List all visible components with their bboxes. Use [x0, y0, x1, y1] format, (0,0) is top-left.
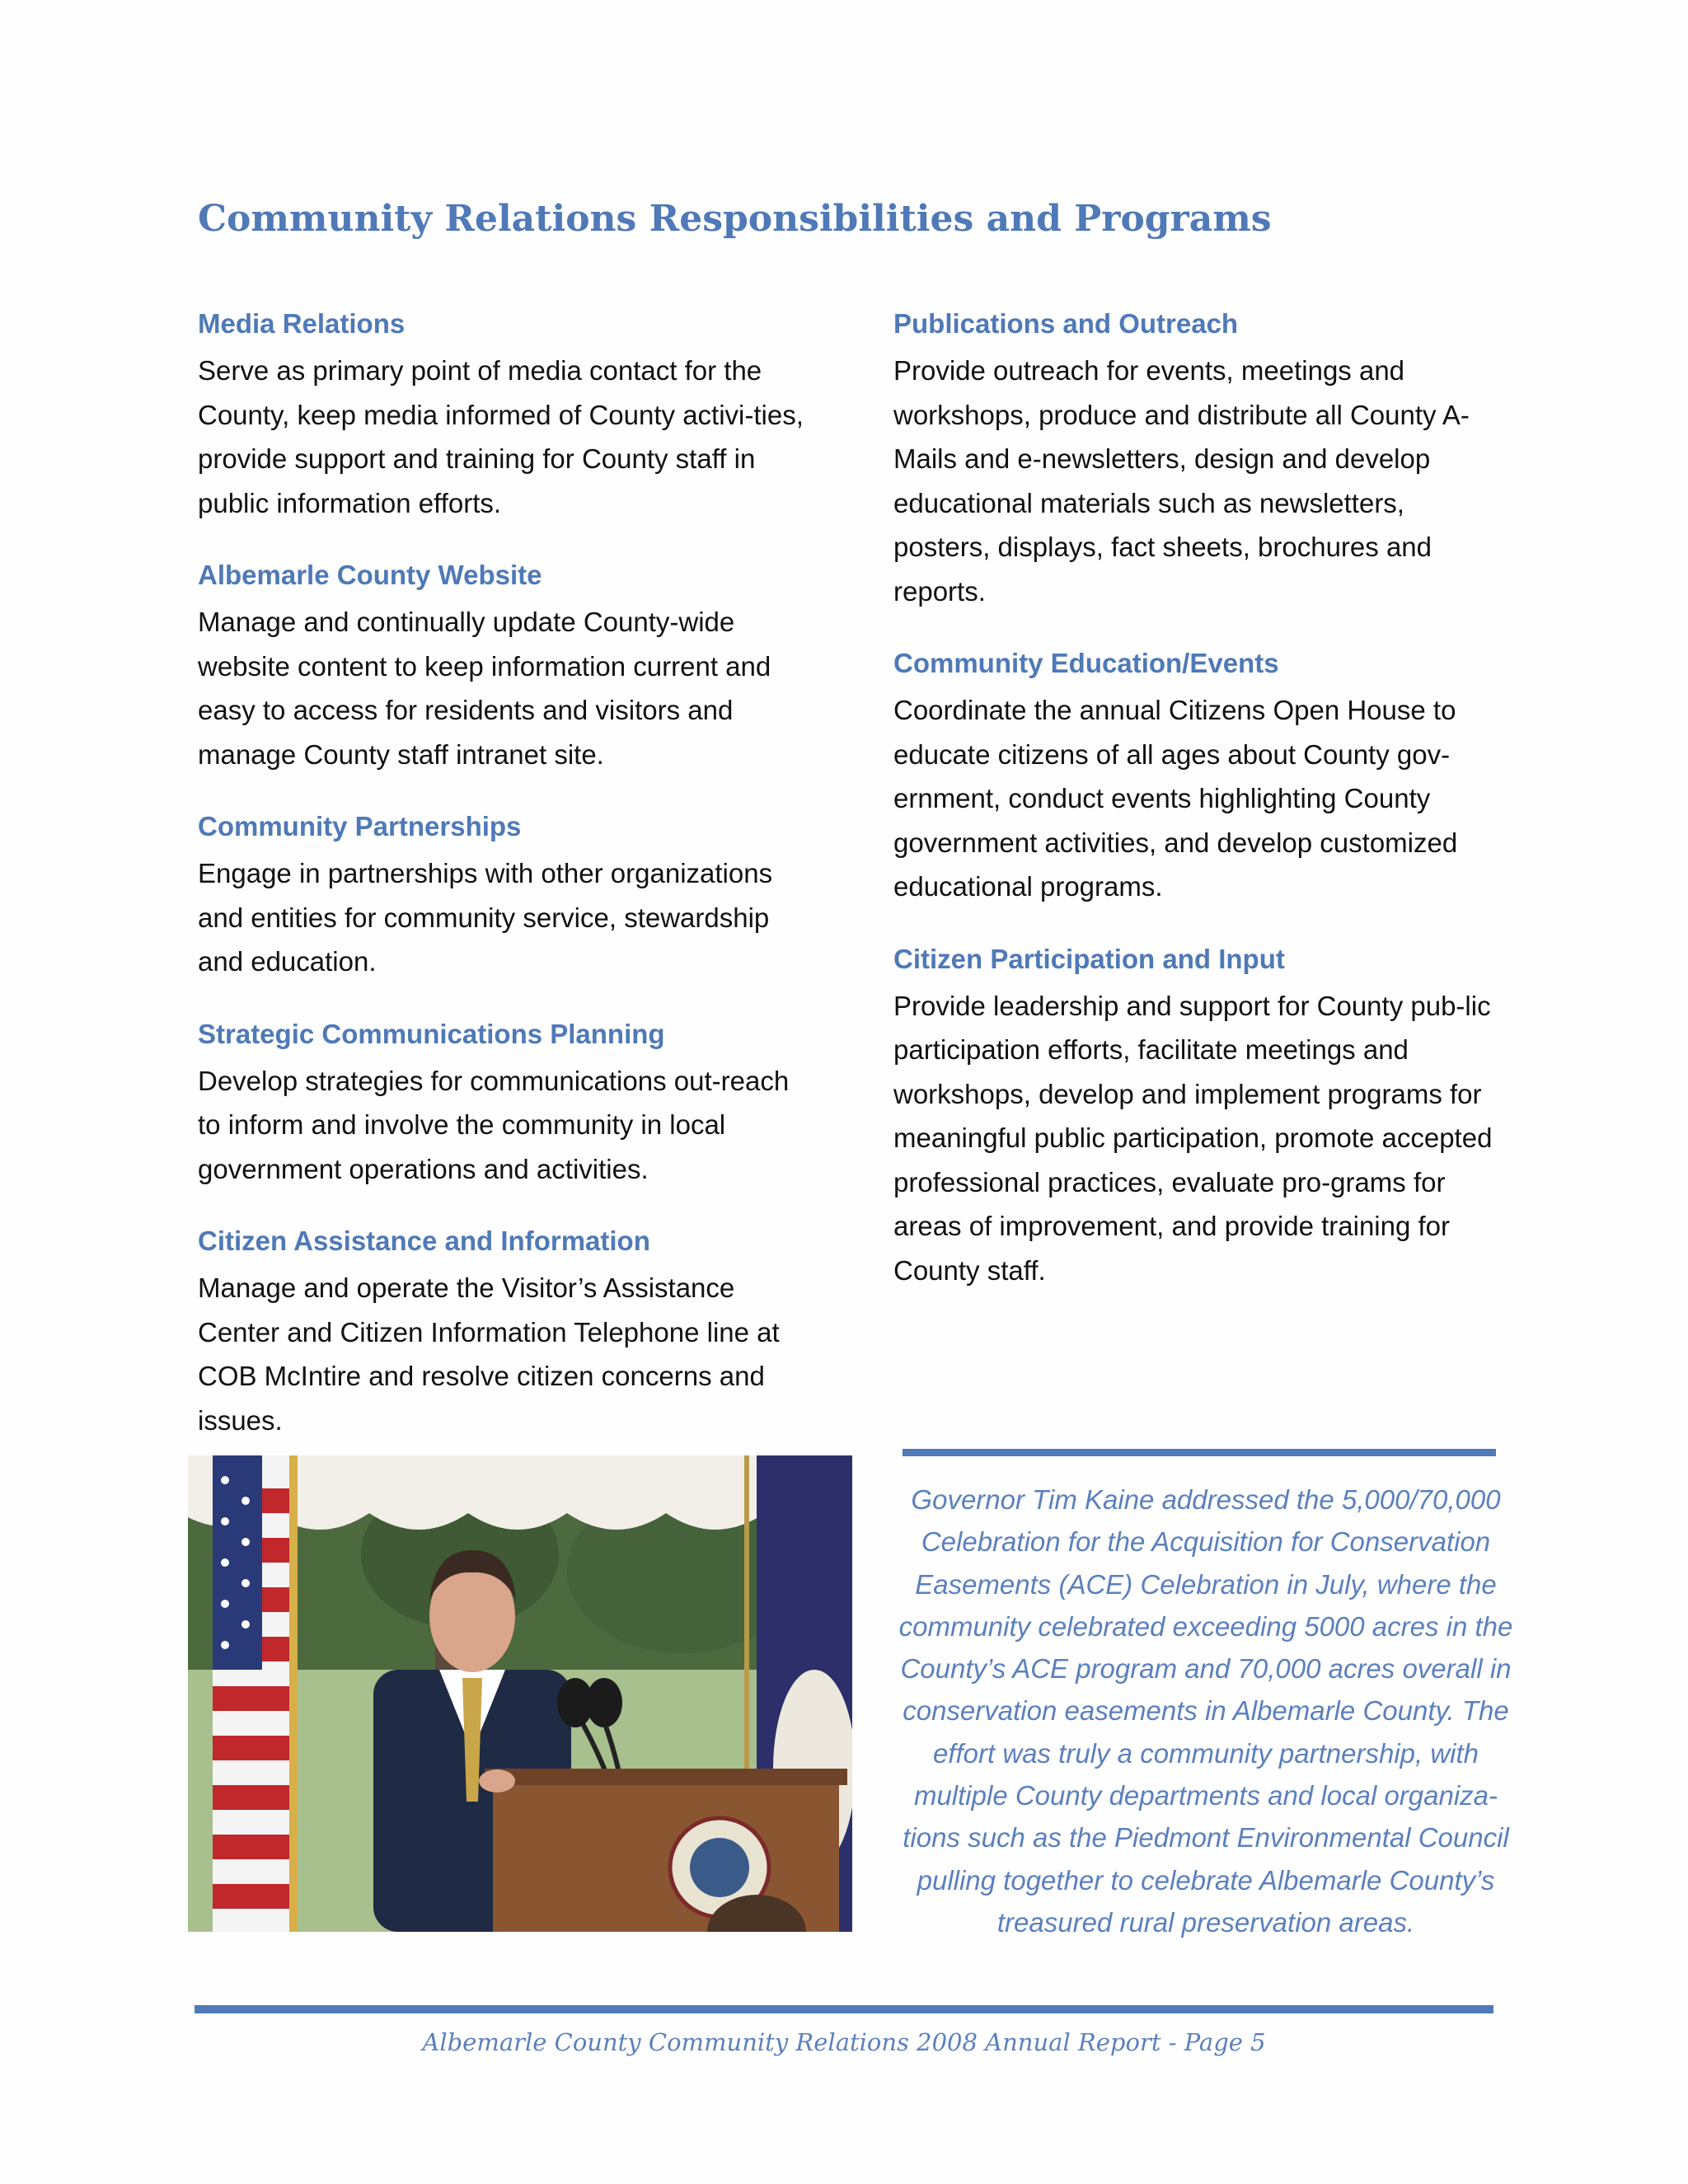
section-citizen-participation [893, 937, 1503, 1293]
section-community-partnerships [198, 804, 808, 984]
section-body: Coordinate the annual Citizens Open House to educate citizens of all ages about County gov-ernment, conduct events highlighting County government activities, and develop customized educational programs. [893, 695, 1458, 902]
event-photo [188, 1455, 852, 1932]
section-body: Develop strategies for communications out-reach to inform and involve the community in local government operations and activities. [198, 1065, 790, 1184]
section-strategic-communications [198, 1012, 808, 1192]
photo-caption: Governor Tim Kaine addressed the 5,000/70,000 Celebration for the Acquisition for Conservation Easements (ACE) Celebration in July, where the community celebrated exceeding 5000 acres in the County’s ACE program and 70,000 acres overall in conservation easements in Albemarle County. The effort was truly a community partnership, with multiple County departments and local organiza-tions such as the Piedmont Environmental Council pulling together to celebrate Albemarle County’s treasured rural preservation areas. [898, 1484, 1513, 1938]
section-publications-outreach [893, 302, 1503, 613]
section-body: Engage in partnerships with other organizations and entities for community service, stewardship and education. [198, 858, 773, 977]
page-footer: Albemarle County Community Relations 2008 Annual Report - Page 5 [422, 2028, 1266, 2056]
section-media-relations [198, 302, 808, 525]
section-body: Manage and continually update County-wide website content to keep information current and easy to access for residents and visitors and manage County staff intranet site. [198, 607, 771, 770]
section-heading: Community Education/Events [893, 648, 1279, 678]
footer-rule [195, 2005, 1493, 2013]
section-county-website [198, 553, 808, 776]
page-title: Community Relations Responsibilities and Programs [198, 198, 1272, 240]
section-body: Provide leadership and support for County pub-lic participation efforts, facilitate meetings and workshops, develop and implement programs for meaningful public participation, promote accepted professional practices, evaluate pro-grams for areas of improvement, and provide training for County staff. [893, 990, 1493, 1286]
section-heading: Albemarle County Website [198, 560, 542, 590]
section-community-education [893, 641, 1503, 909]
right-column [893, 302, 1503, 1320]
section-body: Serve as primary point of media contact for the County, keep media informed of County activi-ties, provide support and training for County staff in public information efforts. [198, 355, 804, 518]
section-heading: Strategic Communications Planning [198, 1018, 665, 1049]
section-heading: Citizen Participation and Input [893, 943, 1285, 974]
caption-top-rule [903, 1449, 1496, 1456]
section-heading: Citizen Assistance and Information [198, 1226, 650, 1256]
section-heading: Publications and Outreach [893, 308, 1239, 339]
section-body: Manage and operate the Visitor’s Assistance Center and Citizen Information Telephone line at COB McIntire and resolve citizen concerns and issues. [198, 1272, 780, 1436]
section-heading: Media Relations [198, 308, 406, 339]
section-heading: Community Partnerships [198, 811, 522, 841]
left-column [198, 302, 808, 1470]
section-body: Provide outreach for events, meetings and workshops, produce and distribute all County A-Mails and e-newsletters, design and develop educational materials such as newsletters, posters, displays, fact sheets, brochures and reports. [893, 355, 1470, 607]
event-photo-illustration [188, 1455, 852, 1932]
section-citizen-assistance [198, 1219, 808, 1442]
